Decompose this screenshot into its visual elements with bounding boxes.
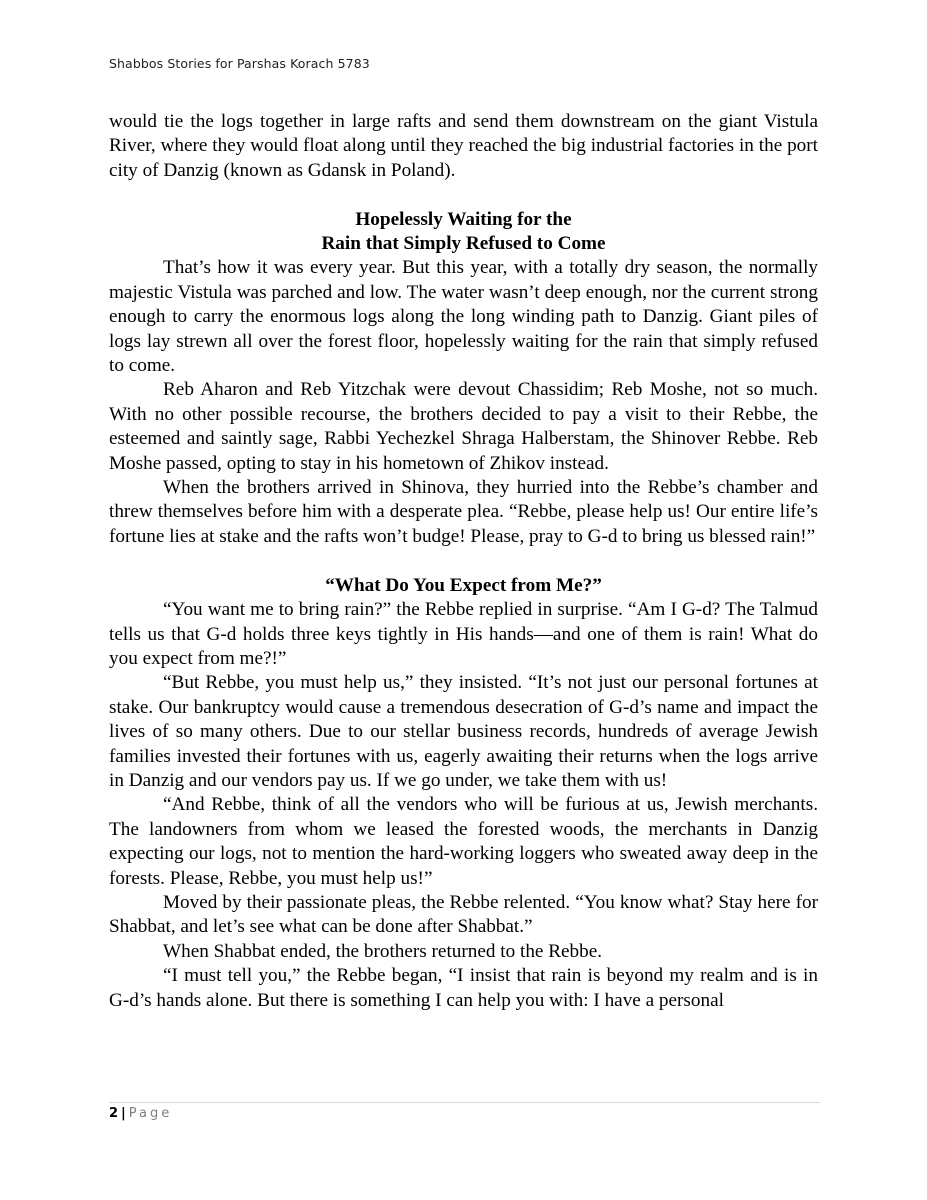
section-heading-line-1: Hopelessly Waiting for the (355, 208, 572, 230)
page-label: Page (128, 1106, 173, 1121)
spacer (109, 549, 818, 573)
page-footer (109, 1106, 172, 1121)
paragraph-continuation: would tie the logs together in large rafts and send them downstream on the giant Vistula River, where they would float along until they reached the big industrial factories in the port city of Danzig (known as Gdansk in Poland). (109, 111, 818, 181)
paragraph: “You want me to bring rain?” the Rebbe replied in surprise. “Am I G-d? The Talmud tells us that G-d holds three keys tightly in His hands—and one of them is rain! What do you expect from me?!” (109, 599, 818, 669)
paragraph: When Shabbat ended, the brothers returned to the Rebbe. (163, 940, 603, 962)
spacer (109, 183, 818, 207)
paragraph: “And Rebbe, think of all the vendors who will be furious at us, Jewish merchants. The landowners from whom we leased the forested woods, the merchants in Danzig expecting our logs, not to mention the hard-working loggers who sweated away deep in the forests. Please, Rebbe, you must help us!” (109, 794, 818, 889)
section-heading-line-2: Rain that Simply Refused to Come (321, 233, 606, 255)
paragraph: “But Rebbe, you must help us,” they insisted. “It’s not just our personal fortunes at stake. Our bankruptcy would cause a tremendous desecration of G-d’s name and impact the lives of so many others. Due to our stellar business records, hundreds of average Jewish families invested their fortunes with us, eagerly awaiting their returns when the logs arrive in Danzig and our vendors pay us. If we go under, we take them with us! (109, 672, 818, 791)
paragraph: When the brothers arrived in Shinova, they hurried into the Rebbe’s chamber and threw themselves before him with a desperate plea. “Rebbe, please help us! Our entire life’s fortune lies at stake and the rafts won’t budge! Please, pray to G-d to bring us blessed rain!” (109, 477, 818, 547)
footer-separator: | (121, 1106, 126, 1121)
page-number: 2 (109, 1106, 119, 1121)
paragraph: Reb Aharon and Reb Yitzchak were devout Chassidim; Reb Moshe, not so much. With no other possible recourse, the brothers decided to pay a visit to their Rebbe, the esteemed and saintly sage, Rabbi Yechezkel Shraga Halberstam, the Shinover Rebbe. Reb Moshe passed, opting to stay in his hometown of Zhikov instead. (109, 379, 818, 474)
section-heading: “What Do You Expect from Me?” (325, 574, 602, 596)
paragraph: Moved by their passionate pleas, the Rebbe relented. “You know what? Stay here for Shabbat, and let’s see what can be done after Shabbat.” (109, 891, 818, 938)
paragraph: That’s how it was every year. But this year, with a totally dry season, the normally majestic Vistula was parched and low. The water wasn’t deep enough, nor the current strong enough to carry the enormous logs along the long winding path to Danzig. Giant piles of logs lay strewn all over the forest floor, hopelessly waiting for the rain that simply refused to come. (109, 257, 818, 377)
page-body (109, 110, 818, 1013)
paragraph: “I must tell you,” the Rebbe began, “I insist that rain is beyond my realm and is in G-d’s hands alone. But there is something I can help you with: I have a personal (109, 965, 818, 1011)
footer-divider (109, 1102, 820, 1103)
running-header: Shabbos Stories for Parshas Korach 5783 (109, 56, 370, 71)
